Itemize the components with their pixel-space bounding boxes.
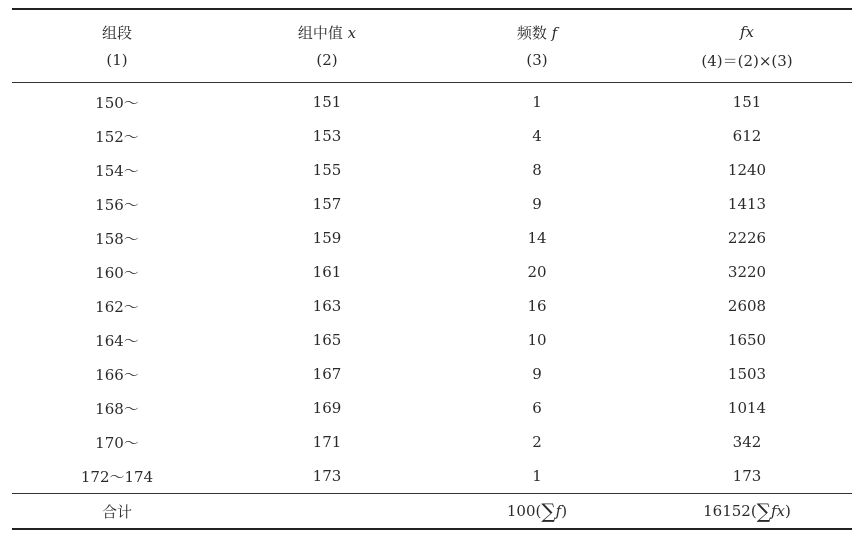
header-frequency — [432, 9, 642, 44]
header-row-index — [12, 44, 852, 83]
header-midpoint-var: x — [347, 23, 357, 42]
frequency-cell: 2 — [532, 433, 542, 451]
group-cell: 166～ — [95, 365, 139, 384]
table-row — [12, 187, 852, 221]
header-row-labels — [12, 9, 852, 44]
fx-cell: 1240 — [727, 161, 767, 179]
frequency-cell: 9 — [532, 195, 542, 213]
group-cell: 162～ — [95, 297, 139, 316]
fx-cell: 173 — [732, 467, 762, 485]
total-label: 合计 — [12, 494, 222, 530]
header-fx-index: (4)＝(2)×(3) — [642, 44, 852, 83]
group-cell: 168～ — [95, 399, 139, 418]
sigma-symbol: ∑ — [541, 499, 556, 523]
frequency-cell: 1 — [532, 467, 542, 485]
frequency-cell: 9 — [532, 365, 542, 383]
fx-cell: 2226 — [727, 229, 767, 247]
table-row — [12, 323, 852, 357]
header-group — [12, 9, 222, 44]
table-row — [12, 221, 852, 255]
table-row — [12, 357, 852, 391]
fx-cell: 1014 — [727, 399, 767, 417]
frequency-cell: 1 — [532, 93, 542, 111]
group-cell: 156～ — [95, 195, 139, 214]
frequency-table-container — [12, 8, 852, 530]
midpoint-cell: 151 — [312, 93, 342, 111]
fx-cell: 151 — [732, 93, 762, 111]
frequency-cell: 14 — [527, 229, 547, 247]
total-frequency-value: 100 — [506, 502, 536, 520]
midpoint-cell: 167 — [312, 365, 342, 383]
header-midpoint-index: (2) — [222, 44, 432, 83]
fx-cell: 342 — [732, 433, 762, 451]
table-row — [12, 391, 852, 425]
header-fx-label: fx — [739, 23, 754, 41]
midpoint-cell: 173 — [312, 467, 342, 485]
midpoint-cell: 171 — [312, 433, 342, 451]
group-cell: 150～ — [95, 93, 139, 112]
fx-cell: 612 — [732, 127, 762, 145]
fx-cell: 1503 — [727, 365, 767, 383]
table-row — [12, 119, 852, 153]
group-cell: 160～ — [95, 263, 139, 282]
table-row — [12, 459, 852, 494]
group-cell: 154～ — [95, 161, 139, 180]
header-fx — [642, 9, 852, 44]
header-group-index: (1) — [12, 44, 222, 83]
table-header — [12, 9, 852, 83]
group-cell: 164～ — [95, 331, 139, 350]
header-group-label: 组段 — [101, 23, 132, 42]
fx-cell: 1650 — [727, 331, 767, 349]
frequency-cell: 8 — [532, 161, 542, 179]
group-cell: 170～ — [95, 433, 139, 452]
header-frequency-var: f — [551, 23, 558, 42]
table-row — [12, 83, 852, 120]
midpoint-cell: 165 — [312, 331, 342, 349]
table-row — [12, 255, 852, 289]
header-frequency-label: 频数 — [516, 23, 547, 42]
total-midpoint-empty — [222, 494, 432, 530]
frequency-cell: 4 — [532, 127, 542, 145]
total-fx-expr: fx — [770, 502, 785, 520]
header-midpoint-label: 组中值 — [297, 23, 343, 42]
frequency-cell: 16 — [527, 297, 547, 315]
total-row — [12, 494, 852, 530]
header-frequency-index: (3) — [432, 44, 642, 83]
group-cell: 152～ — [95, 127, 139, 146]
total-fx: 16152(∑fx) — [642, 494, 852, 530]
table-body — [12, 83, 852, 494]
midpoint-cell: 155 — [312, 161, 342, 179]
group-cell: 172～174 — [80, 467, 154, 486]
frequency-cell: 6 — [532, 399, 542, 417]
table-row — [12, 289, 852, 323]
frequency-cell: 20 — [527, 263, 547, 281]
total-fx-value: 16152 — [703, 502, 751, 520]
total-frequency: 100(∑f) — [432, 494, 642, 530]
fx-cell: 1413 — [727, 195, 767, 213]
frequency-cell: 10 — [527, 331, 547, 349]
fx-cell: 3220 — [727, 263, 767, 281]
group-cell: 158～ — [95, 229, 139, 248]
midpoint-cell: 161 — [312, 263, 342, 281]
sigma-symbol: ∑ — [756, 499, 771, 523]
frequency-table — [12, 8, 852, 530]
midpoint-cell: 159 — [312, 229, 342, 247]
midpoint-cell: 157 — [312, 195, 342, 213]
midpoint-cell: 153 — [312, 127, 342, 145]
table-row — [12, 425, 852, 459]
midpoint-cell: 169 — [312, 399, 342, 417]
midpoint-cell: 163 — [312, 297, 342, 315]
fx-cell: 2608 — [727, 297, 767, 315]
table-row — [12, 153, 852, 187]
header-midpoint — [222, 9, 432, 44]
total-frequency-expr: f — [555, 502, 562, 520]
table-footer — [12, 494, 852, 530]
